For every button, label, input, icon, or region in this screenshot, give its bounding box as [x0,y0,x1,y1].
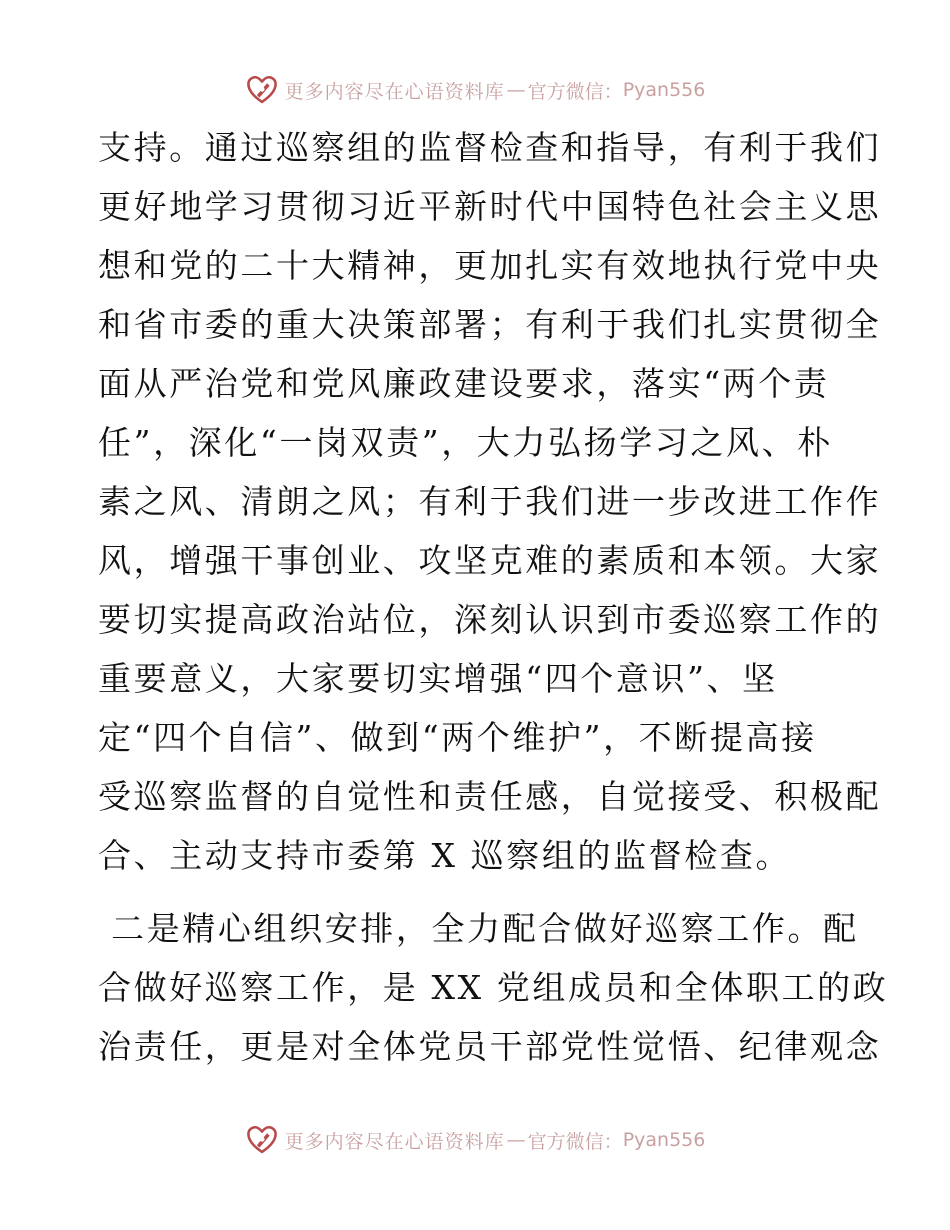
text-line: 和省市委的重大决策部署；有利于我们扎实贯彻全 [98,305,882,344]
watermark-separator: — [506,79,526,101]
text-line: 风，增强干事创业、攻坚克难的素质和本领。大家 [98,541,882,580]
watermark-site-text: 更多内容尽在心语资料库 [284,1130,505,1153]
text-line: 想和党的二十大精神，更加扎实有效地执行党中央 [98,246,882,285]
text-line: 要切实提高政治站位，深刻认识到市委巡察工作的 [98,600,882,639]
text-line: 任”，深化“一岗双责”，大力弘扬学习之风、朴 [98,423,833,462]
text-line: 更好地学习贯彻习近平新时代中国特色社会主义思 [98,187,882,226]
text-line: 重要意义，大家要切实增强“四个意识”、坚 [98,659,778,698]
paragraph-2 [98,899,889,1076]
paragraph-1 [98,118,882,885]
watermark-wechat-label: 官方微信： [527,80,623,103]
text-line: 治责任，更是对全体党员干部党性觉悟、纪律观念 [98,1027,882,1066]
text-line: 面从严治党和党风廉政建设要求，落实“两个责 [98,364,830,403]
header-watermark [0,70,950,110]
watermark-wechat-id: Pyan556 [622,79,706,101]
heart-pen-logo-icon [245,1123,279,1157]
watermark-wechat-id: Pyan556 [622,1129,706,1151]
text-line: 定“四个自信”、做到“两个维护”，不断提高接 [98,718,817,757]
text-line: 受巡察监督的自觉性和责任感，自觉接受、积极配 [98,777,882,816]
paragraph-gap [98,885,858,899]
text-line: 合做好巡察工作，是 XX 党组成员和全体职工的政 [98,968,889,1007]
text-line: 合、主动支持市委第 X 巡察组的监督检查。 [98,836,792,875]
document-body [98,118,889,1076]
watermark-wechat-label: 官方微信： [527,1130,623,1153]
footer-watermark [0,1120,950,1160]
text-line: 二是精心组织安排，全力配合做好巡察工作。配 [98,909,859,948]
heart-pen-logo-icon [245,73,279,107]
text-line: 素之风、清朗之风；有利于我们进一步改进工作作 [98,482,882,521]
watermark-site-text: 更多内容尽在心语资料库 [284,80,505,103]
watermark-separator: — [506,1129,526,1151]
text-line: 支持。通过巡察组的监督检查和指导，有利于我们 [98,128,882,167]
